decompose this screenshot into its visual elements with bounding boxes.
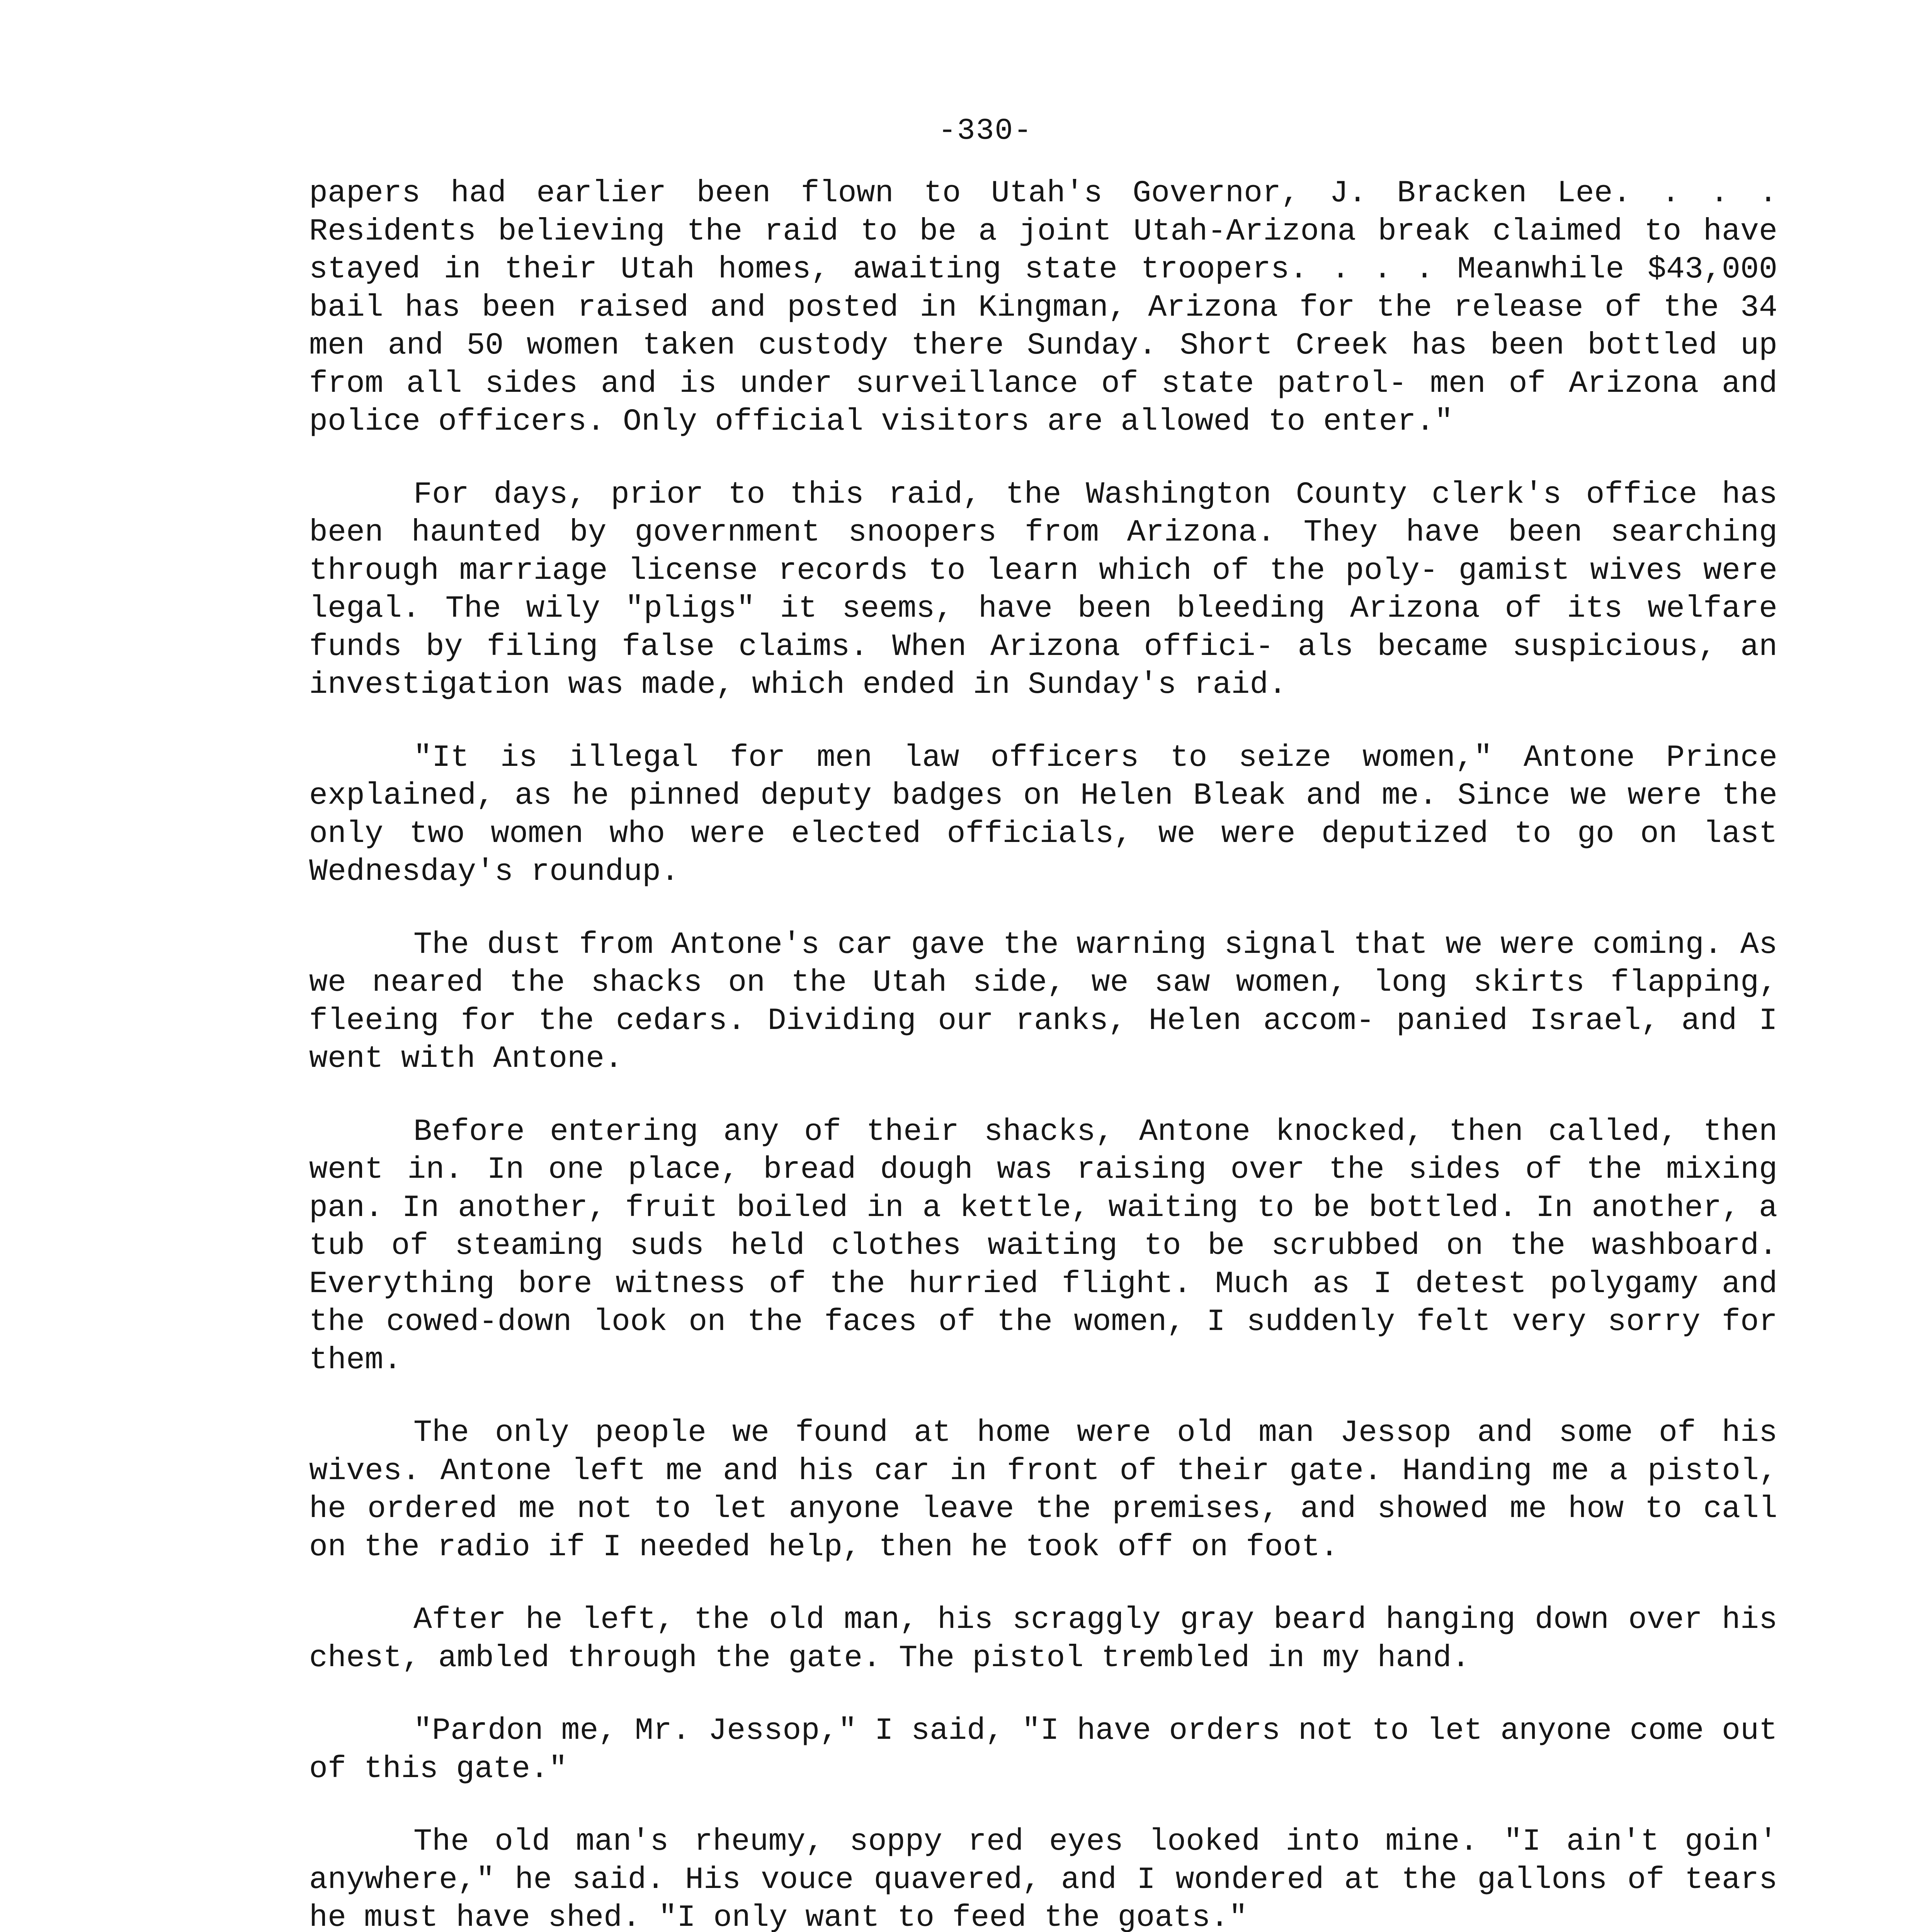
paragraph-6: The only people we found at home were old man Jessop and some of his wives. Antone left me and his car in front of their gate. Handing me a pistol, he ordered me not to let anyone leave the premises, and showed me how to call on the radio if I needed help, then he took off on foot. xyxy=(309,1415,1777,1565)
document-body xyxy=(309,175,1777,1932)
paragraph-9: The old man's rheumy, soppy red eyes looked into mine. "I ain't goin' anywhere," he said. His vouce quavered, and I wondered at the gallons of tears he must have shed. "I only want to feed the goats." xyxy=(309,1824,1777,1932)
paragraph-5: Before entering any of their shacks, Antone knocked, then called, then went in. In one place, bread dough was raising over the sides of the mixing pan. In another, fruit boiled in a kettle, waiting to be bottled. In another, a tub of steaming suds held clothes waiting to be scrubbed on the washboard. Everything bore witness of the hurried flight. Much as I detest polygamy and the cowed-down look on the faces of the women, I suddenly felt very sorry for them. xyxy=(309,1114,1777,1378)
paragraph-4: The dust from Antone's car gave the warning signal that we were coming. As we neared the shacks on the Utah side, we saw women, long skirts flapping, fleeing for the cedars. Dividing our ranks, Helen accom- panied Israel, and I went with Antone. xyxy=(309,927,1777,1077)
paragraph-3: "It is illegal for men law officers to seize women," Antone Prince explained, as he pinned deputy badges on Helen Bleak and me. Since we were the only two women who were elected officials, we were deputized to go on last Wednesday's roundup. xyxy=(309,740,1777,889)
paragraph-2: For days, prior to this raid, the Washington County clerk's office has been haunted by government snoopers from Arizona. They have been searching through marriage license records to learn which of the poly- gamist wives were legal. The wily "pligs" it seems, have been bleeding Arizona of its welfare funds by filing false claims. When Arizona offici- als became suspicious, an investigation was made, which ended in Sunday's raid. xyxy=(309,477,1777,702)
page-number: -330- xyxy=(938,114,1033,148)
paragraph-1: papers had earlier been flown to Utah's Governor, J. Bracken Lee. . . . Residents believing the raid to be a joint Utah-Arizona break claimed to have stayed in their Utah homes, awaiting state troopers. . . . Meanwhile $43,000 bail has been raised and posted in Kingman, Arizona for the release of the 34 men and 50 women taken custody there Sunday. Short Creek has been bottled up from all sides and is under surveillance of state patrol- men of Arizona and police officers. Only official visitors are allowed to enter." xyxy=(309,176,1777,439)
paragraph-8: "Pardon me, Mr. Jessop," I said, "I have orders not to let anyone come out of this gate." xyxy=(309,1713,1777,1787)
paragraph-7: After he left, the old man, his scraggly gray beard hanging down over his chest, ambled through the gate. The pistol trembled in my hand. xyxy=(309,1602,1777,1676)
